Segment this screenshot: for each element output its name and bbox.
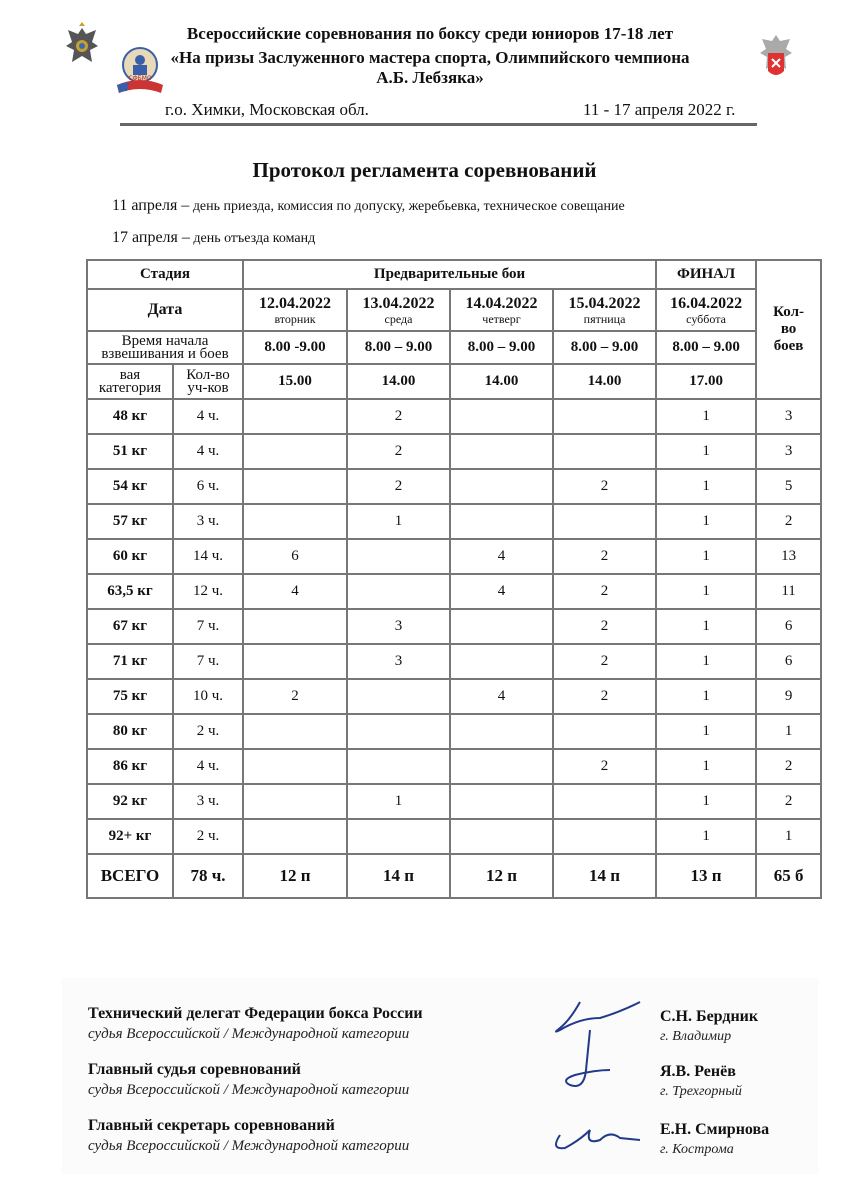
participant-count: 2 ч. (173, 714, 243, 749)
total-fights: 1 (756, 819, 821, 854)
weight-category: 80 кг (87, 714, 173, 749)
fights-count: 1 (347, 504, 450, 539)
participant-count: 7 ч. (173, 609, 243, 644)
fights-count (347, 819, 450, 854)
russian-eagle-emblem-icon (62, 22, 102, 70)
weight-category-row (87, 434, 821, 469)
fights-count: 1 (656, 399, 756, 434)
totals-label: ВСЕГО (87, 854, 173, 898)
participant-count: 4 ч. (173, 434, 243, 469)
total-fights: 6 (756, 609, 821, 644)
signer-name: Е.Н. Смирнова (660, 1121, 770, 1138)
fights-count: 2 (347, 434, 450, 469)
weigh-label: Время начала взвешивания и боев (87, 331, 243, 364)
fights-count (243, 819, 347, 854)
fights-count: 2 (553, 574, 656, 609)
category-label: вая категория (87, 364, 173, 399)
signer-name: С.Н. Бердник (660, 1008, 759, 1025)
signer-category: судья Всероссийской / Международной категории (88, 1138, 410, 1154)
handwritten-signatures-icon (540, 990, 650, 1165)
fights-count: 2 (553, 749, 656, 784)
fights-count (243, 609, 347, 644)
totals-participants: 78 ч. (173, 854, 243, 898)
participant-count: 12 ч. (173, 574, 243, 609)
day-date: 16.04.2022 (670, 294, 743, 312)
day-header (656, 289, 756, 331)
note-date: 11 апреля – (112, 197, 190, 214)
fights-count (243, 749, 347, 784)
fights-count (553, 784, 656, 819)
total-fights: 6 (756, 644, 821, 679)
weight-category: 54 кг (87, 469, 173, 504)
day-weekday: среда (384, 311, 413, 326)
weight-category-row (87, 819, 821, 854)
weigh-time: 8.00 – 9.00 (553, 331, 656, 364)
participant-count: 2 ч. (173, 819, 243, 854)
weight-category: 92+ кг (87, 819, 173, 854)
date-label: Дата (87, 289, 243, 331)
totals-day: 12 п (450, 854, 553, 898)
logo-text: СФБМО (128, 75, 152, 82)
weight-category-row (87, 714, 821, 749)
participant-count: 7 ч. (173, 644, 243, 679)
event-dates: 11 - 17 апреля 2022 г. (583, 100, 736, 119)
weight-category: 71 кг (87, 644, 173, 679)
signer-role: Технический делегат Федерации бокса России (88, 1005, 423, 1022)
start-time: 14.00 (450, 364, 553, 399)
total-fights: 3 (756, 434, 821, 469)
participant-count: 3 ч. (173, 784, 243, 819)
fights-count: 1 (656, 679, 756, 714)
weight-category: 60 кг (87, 539, 173, 574)
final-label: ФИНАЛ (656, 260, 756, 289)
signer-role: Главный секретарь соревнований (88, 1117, 335, 1134)
weigh-time: 8.00 – 9.00 (347, 331, 450, 364)
fights-count (243, 399, 347, 434)
signer-category: судья Всероссийской / Международной категории (88, 1026, 410, 1042)
fights-count: 2 (243, 679, 347, 714)
fights-count: 1 (656, 539, 756, 574)
total-fights-label: Кол- во боев (756, 260, 821, 399)
signer-category: судья Всероссийской / Международной категории (88, 1082, 410, 1098)
signer-city: г. Владимир (660, 1029, 732, 1044)
total-fights: 2 (756, 784, 821, 819)
weight-category-row (87, 679, 821, 714)
fights-count: 2 (553, 644, 656, 679)
weight-category-row (87, 399, 821, 434)
totals-day: 14 п (347, 854, 450, 898)
fights-count (553, 399, 656, 434)
fights-count (243, 784, 347, 819)
fights-count: 1 (656, 819, 756, 854)
fights-count (553, 504, 656, 539)
fights-count (243, 469, 347, 504)
signer-name: Я.В. Ренёв (660, 1063, 736, 1080)
weigh-time: 8.00 – 9.00 (656, 331, 756, 364)
weight-category: 67 кг (87, 609, 173, 644)
weight-category: 57 кг (87, 504, 173, 539)
fights-count: 1 (347, 784, 450, 819)
fights-count (450, 749, 553, 784)
fights-count (243, 504, 347, 539)
note-arrival (112, 197, 625, 215)
fights-count: 1 (656, 644, 756, 679)
fights-count: 1 (656, 714, 756, 749)
fights-count (347, 749, 450, 784)
start-row (87, 364, 821, 399)
weight-category-row (87, 574, 821, 609)
day-weekday: пятница (583, 311, 626, 326)
fights-count (450, 714, 553, 749)
fights-count (347, 714, 450, 749)
fights-count: 2 (553, 609, 656, 644)
signer-role: Главный судья соревнований (88, 1061, 301, 1078)
participant-count: 3 ч. (173, 504, 243, 539)
note-text: день отъезда команд (189, 231, 316, 246)
fights-count (450, 504, 553, 539)
fights-count (553, 714, 656, 749)
weight-category-row (87, 609, 821, 644)
fights-count: 1 (656, 504, 756, 539)
signer-city: г. Трехгорный (660, 1084, 742, 1099)
document-title: Протокол регламента соревнований (252, 158, 597, 182)
note-text: день приезда, комиссия по допуску, жеребьевка, техническое совещание (189, 199, 625, 214)
schedule-table (86, 259, 822, 899)
note-date: 17 апреля – (112, 229, 190, 246)
event-title-line-1: Всероссийские соревнования по боксу среди юниоров 17-18 лет (186, 24, 674, 43)
day-weekday: суббота (686, 311, 726, 326)
fights-count: 3 (347, 609, 450, 644)
fights-count: 4 (450, 679, 553, 714)
weight-category: 75 кг (87, 679, 173, 714)
fights-count: 2 (553, 469, 656, 504)
total-fights: 1 (756, 714, 821, 749)
weight-category: 86 кг (87, 749, 173, 784)
fights-count: 1 (656, 574, 756, 609)
fights-count (450, 784, 553, 819)
fights-count: 4 (450, 539, 553, 574)
fights-count (553, 434, 656, 469)
total-fights: 9 (756, 679, 821, 714)
fights-count: 4 (243, 574, 347, 609)
day-date: 15.04.2022 (568, 294, 641, 312)
note-departure (112, 229, 315, 247)
participant-count: 10 ч. (173, 679, 243, 714)
fights-count (450, 644, 553, 679)
day-weekday: вторник (274, 311, 316, 326)
day-date: 12.04.2022 (259, 294, 332, 312)
weigh-time: 8.00 – 9.00 (450, 331, 553, 364)
fights-count (553, 819, 656, 854)
fights-count (243, 434, 347, 469)
sports-ministry-emblem-icon (758, 33, 794, 85)
fights-count: 3 (347, 644, 450, 679)
weight-category-row (87, 539, 821, 574)
total-fights: 5 (756, 469, 821, 504)
prelim-label: Предварительные бои (243, 260, 656, 289)
totals-row (87, 854, 821, 898)
fights-count (450, 609, 553, 644)
totals-day: 12 п (243, 854, 347, 898)
fights-count: 1 (656, 434, 756, 469)
weight-category: 63,5 кг (87, 574, 173, 609)
day-date: 14.04.2022 (465, 294, 538, 312)
participant-count: 4 ч. (173, 399, 243, 434)
weight-category: 48 кг (87, 399, 173, 434)
date-row (87, 289, 821, 331)
day-header (243, 289, 347, 331)
start-time: 14.00 (347, 364, 450, 399)
fights-count: 6 (243, 539, 347, 574)
stage-label: Стадия (87, 260, 243, 289)
event-location: г.о. Химки, Московская обл. (165, 100, 369, 119)
fights-count: 2 (347, 399, 450, 434)
weigh-row (87, 331, 821, 364)
day-weekday: четверг (482, 311, 521, 326)
stage-row (87, 260, 821, 289)
fights-count (347, 679, 450, 714)
day-header (347, 289, 450, 331)
fights-count (450, 819, 553, 854)
participant-count: 6 ч. (173, 469, 243, 504)
weight-category-row (87, 784, 821, 819)
fights-count (450, 469, 553, 504)
event-title-line-2: «На призы Заслуженного мастера спорта, Олимпийского чемпиона (170, 48, 690, 67)
start-time: 15.00 (243, 364, 347, 399)
totals-day: 14 п (553, 854, 656, 898)
participants-label: Кол-во уч-ков (173, 364, 243, 399)
participant-count: 4 ч. (173, 749, 243, 784)
weight-category: 51 кг (87, 434, 173, 469)
weight-category-row (87, 469, 821, 504)
fights-count: 2 (347, 469, 450, 504)
fights-count: 1 (656, 784, 756, 819)
fights-count (450, 399, 553, 434)
fights-count: 1 (656, 609, 756, 644)
header-divider (120, 123, 757, 126)
total-fights: 11 (756, 574, 821, 609)
event-title-line-3: А.Б. Лебзяка» (376, 68, 484, 87)
fights-count (450, 434, 553, 469)
fights-count: 2 (553, 539, 656, 574)
total-fights: 3 (756, 399, 821, 434)
fights-count (347, 539, 450, 574)
signer-city: г. Кострома (660, 1142, 734, 1157)
start-time: 17.00 (656, 364, 756, 399)
totals-fights: 65 б (756, 854, 821, 898)
total-fights: 13 (756, 539, 821, 574)
fights-count (347, 574, 450, 609)
day-date: 13.04.2022 (362, 294, 435, 312)
weight-category: 92 кг (87, 784, 173, 819)
totals-day: 13 п (656, 854, 756, 898)
total-fights: 2 (756, 504, 821, 539)
weight-category-row (87, 749, 821, 784)
start-time: 14.00 (553, 364, 656, 399)
fights-count: 1 (656, 749, 756, 784)
fights-count: 1 (656, 469, 756, 504)
weight-category-row (87, 644, 821, 679)
weight-category-row (87, 504, 821, 539)
weigh-time: 8.00 -9.00 (243, 331, 347, 364)
day-header (450, 289, 553, 331)
fights-count: 4 (450, 574, 553, 609)
participant-count: 14 ч. (173, 539, 243, 574)
fights-count (243, 644, 347, 679)
day-header (553, 289, 656, 331)
total-fights: 2 (756, 749, 821, 784)
fights-count (243, 714, 347, 749)
fights-count: 2 (553, 679, 656, 714)
